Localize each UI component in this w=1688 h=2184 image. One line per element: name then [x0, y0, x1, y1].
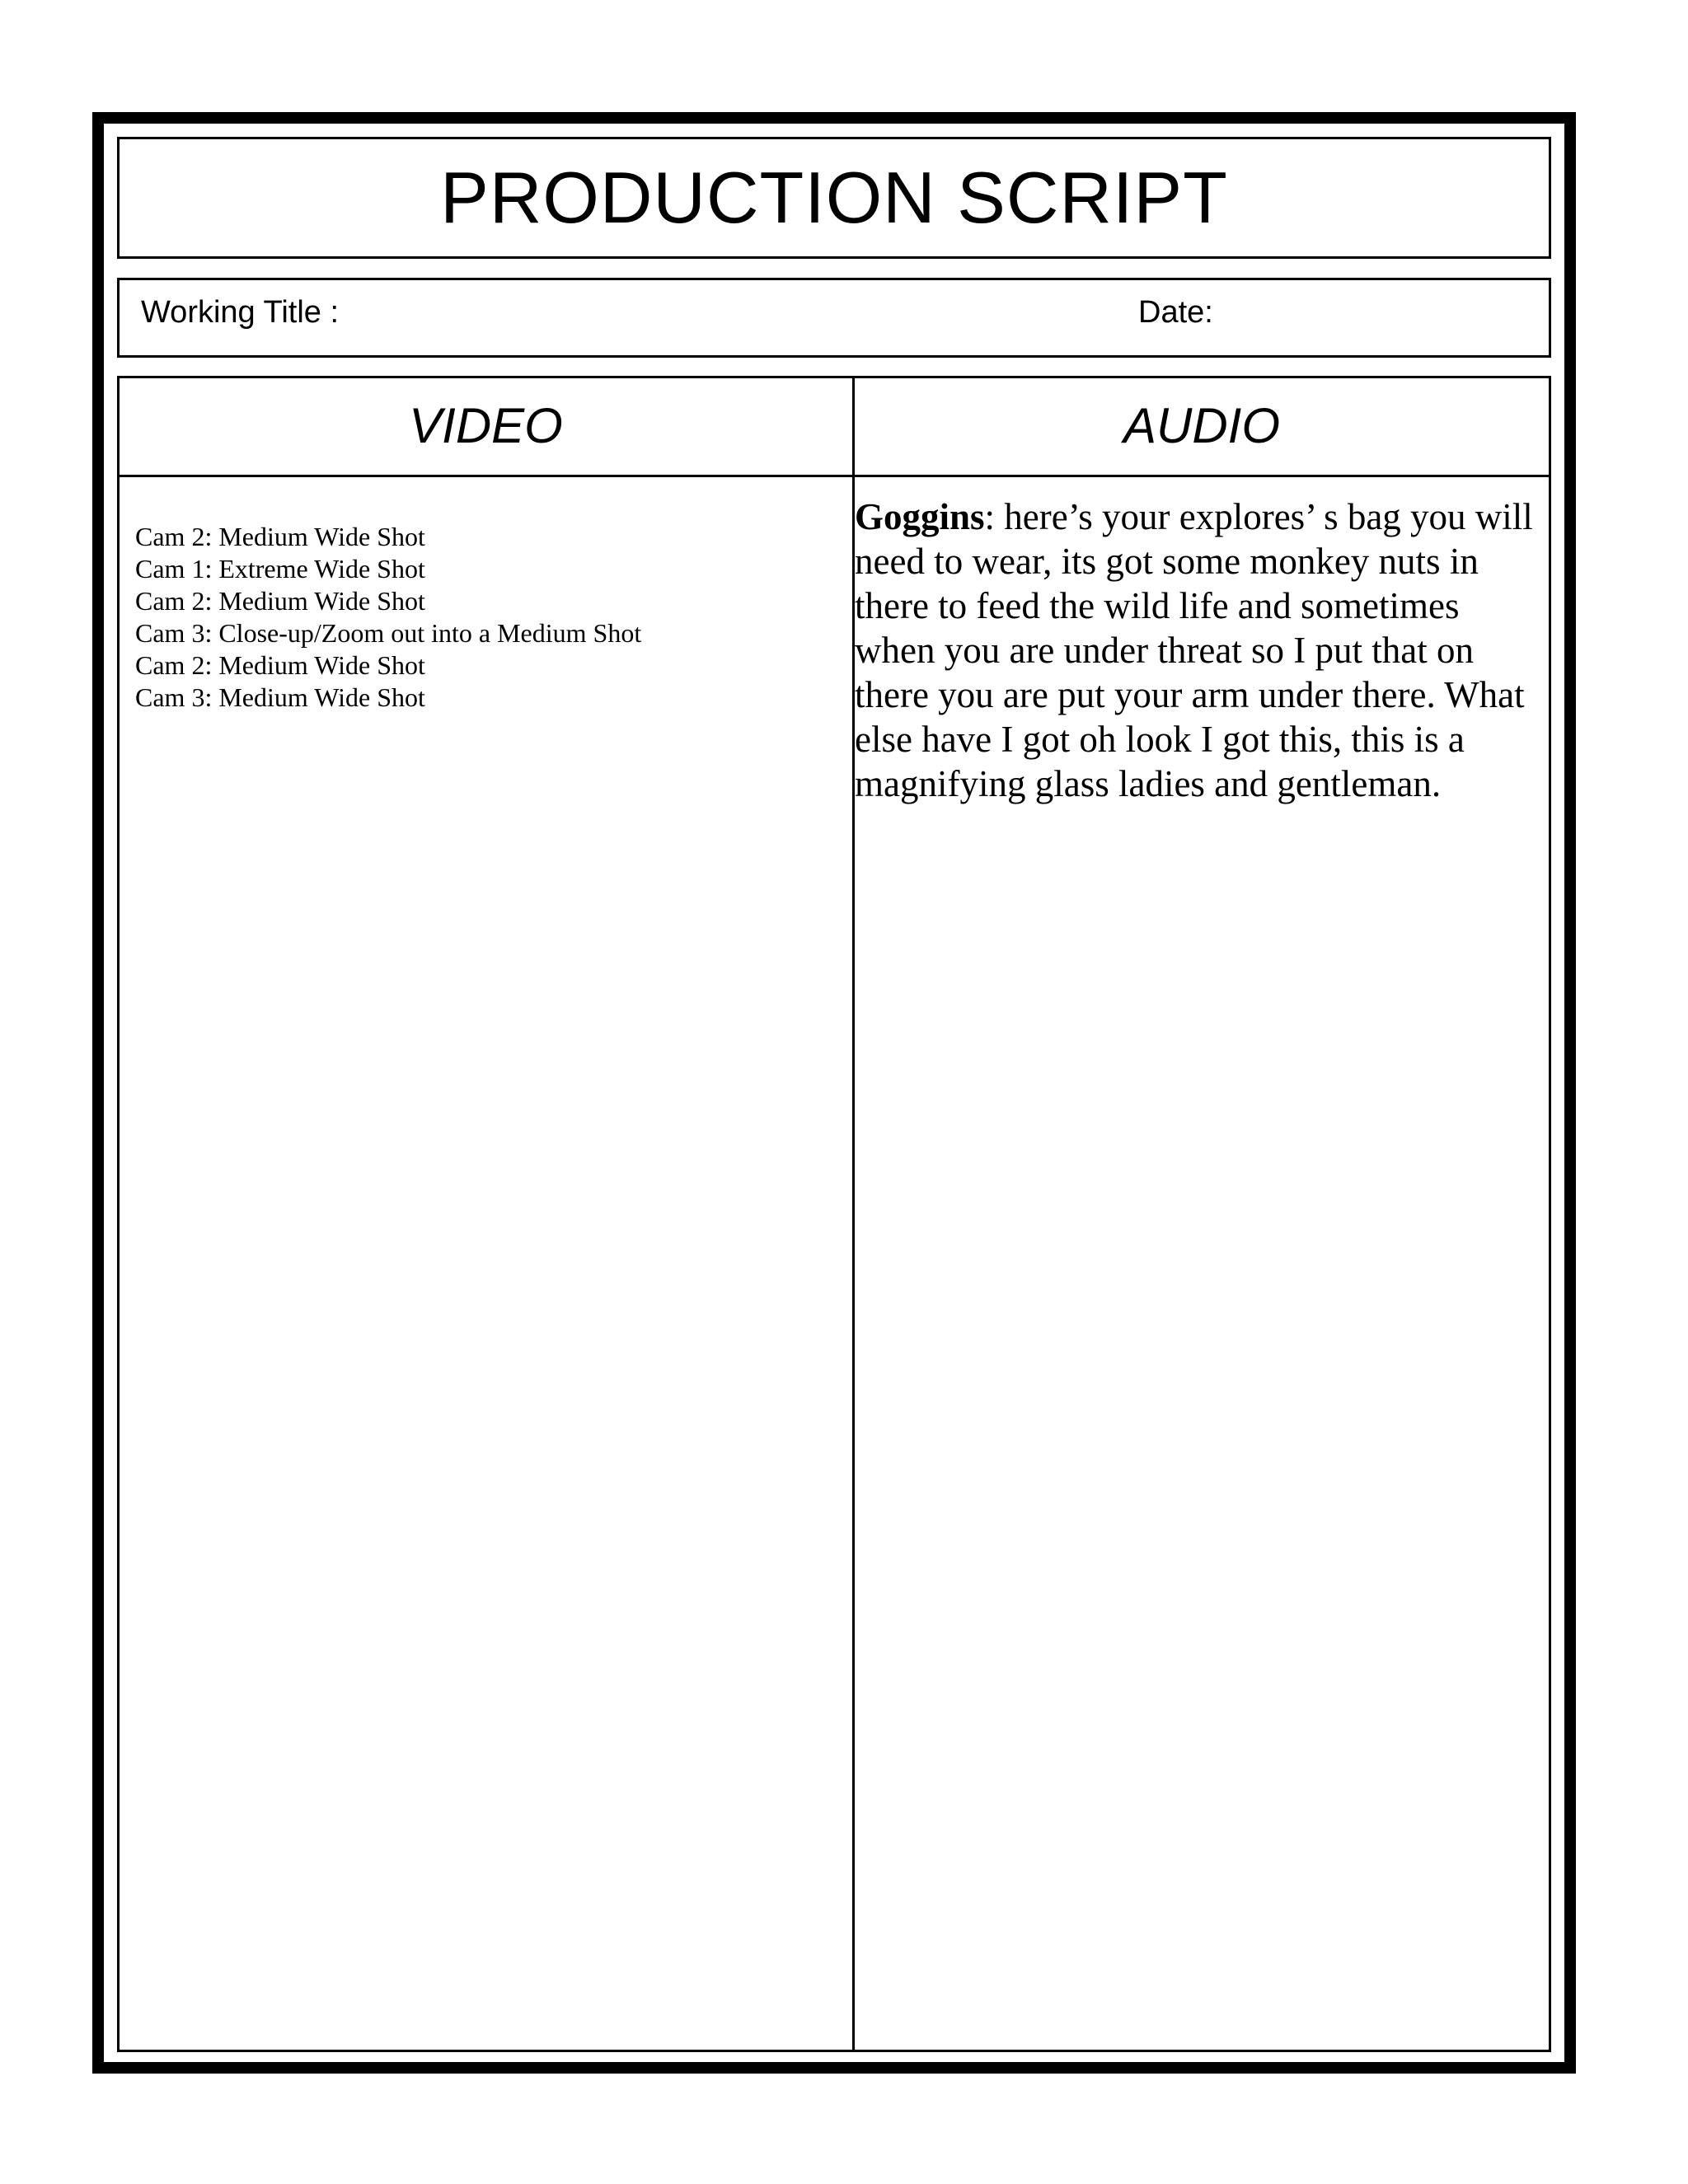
shot-item: Cam 2: Medium Wide Shot	[135, 522, 425, 551]
shot-item: Cam 2: Medium Wide Shot	[135, 586, 425, 616]
shot-item: Cam 1: Extreme Wide Shot	[135, 554, 425, 583]
shot-item: Cam 3: Close-up/Zoom out into a Medium Shot	[135, 618, 642, 648]
shot-item: Cam 3: Medium Wide Shot	[135, 682, 425, 712]
info-row	[117, 278, 1551, 358]
video-shot-list	[135, 521, 844, 714]
working-title-label: Working Title :	[141, 295, 340, 330]
header-divider	[117, 475, 1551, 477]
audio-dialogue	[855, 494, 1540, 806]
date-label: Date:	[1138, 295, 1213, 330]
audio-column-header: AUDIO	[1123, 397, 1281, 453]
shot-item: Cam 2: Medium Wide Shot	[135, 650, 425, 680]
dialogue-text: : here’s your explores’ s bag you will need to wear, its got some monkey nuts in there to feed the wild life and sometimes when you are under threat so I put that on there you are put your arm under there. What else have I got oh look I got this, this is a magnifying glass ladies and gentleman.	[855, 496, 1533, 804]
video-column-header: VIDEO	[409, 397, 563, 453]
page-title: PRODUCTION SCRIPT	[440, 157, 1228, 238]
title-box	[117, 137, 1551, 259]
speaker-name: Goggins	[855, 496, 985, 537]
